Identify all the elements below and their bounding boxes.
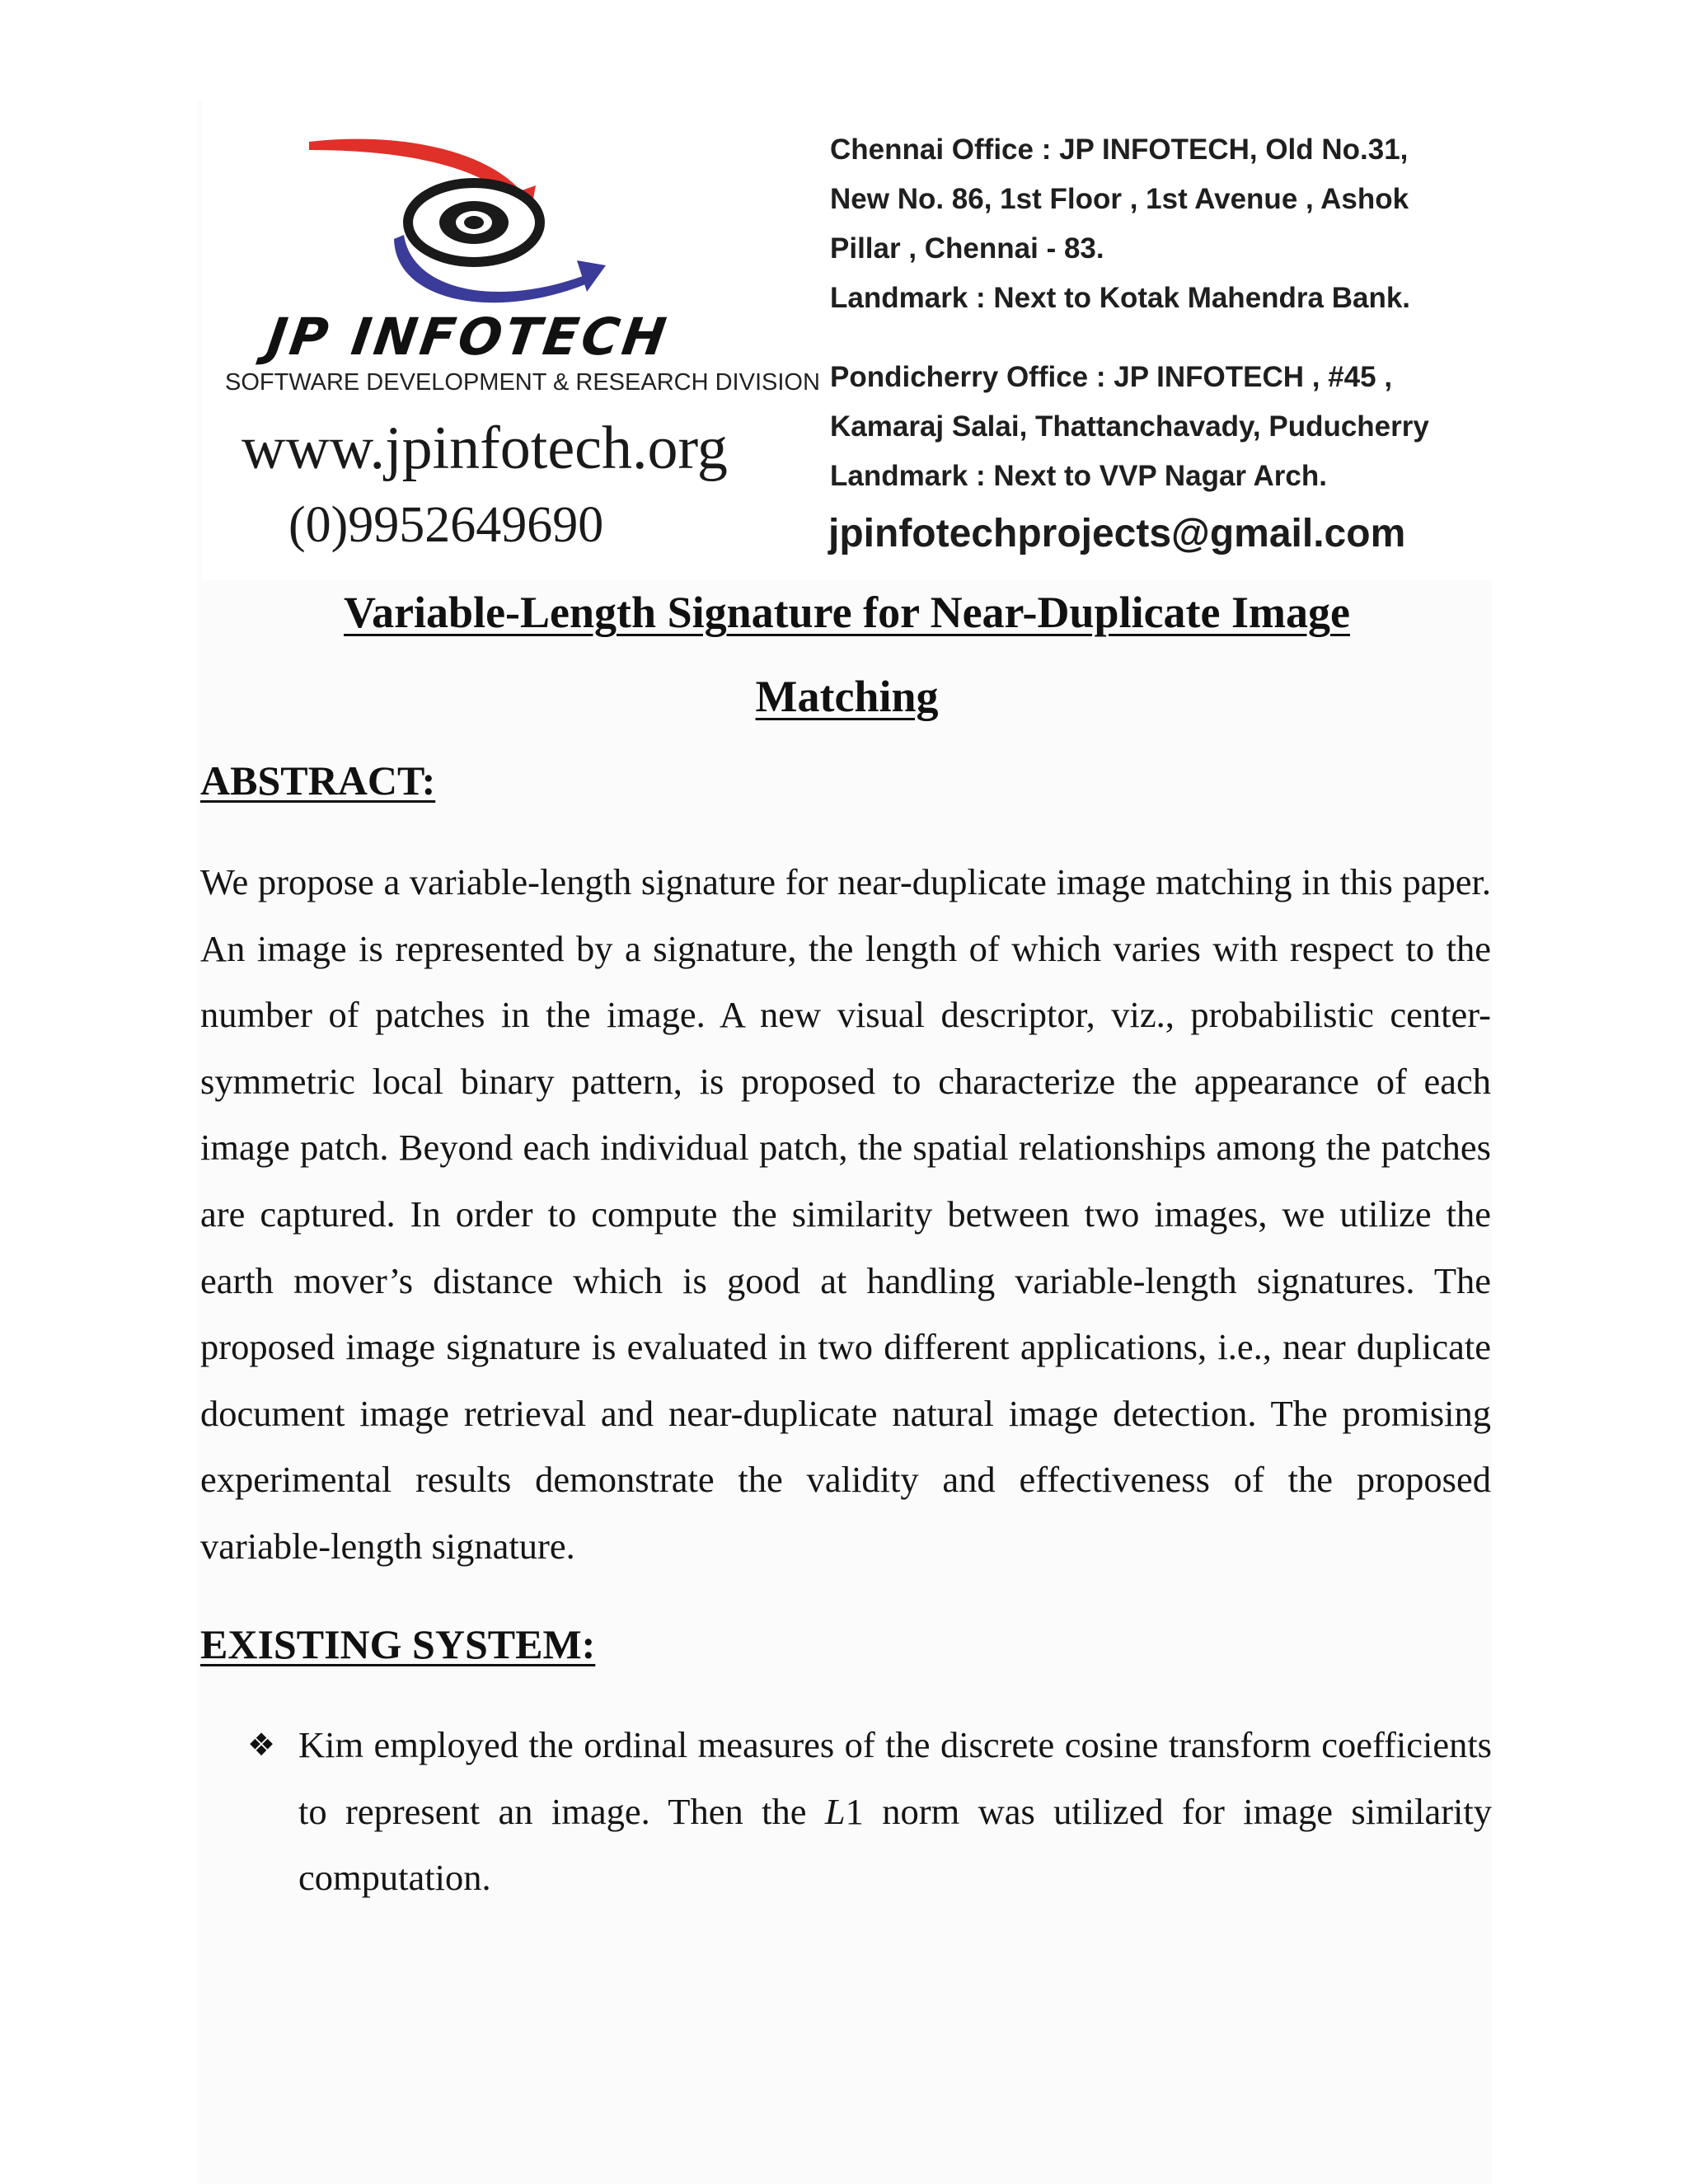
pondicherry-office-line: Kamaraj Salai, Thattanchavady, Puducherry [830, 410, 1429, 443]
abstract-paragraph: We propose a variable-length signature for near-duplicate image matching in this paper. An image is represented by a signature, the length of which varies with respect to the number of patches in the image. A new visual descriptor, viz., probabilistic center-symmetric local binary pattern, is proposed to characterize the appearance of each image patch. Beyond each individual patch, the spatial relationships among the patches are captured. In order to compute the similarity between two images, we utilize the earth mover’s distance which is good at handling variable-length signatures. The proposed image signature is evaluated in two different applications, i.e., near duplicate document image retrieval and near-duplicate natural image detection. The promising experimental results demonstrate the validity and effectiveness of the proposed variable-length signature. [200, 861, 1491, 1567]
website-url: www.jpinfotech.org [241, 415, 728, 482]
blue-arrow-head [577, 260, 606, 292]
letterhead-banner [202, 101, 1492, 580]
list-item-text-cont: 1 norm was utilized for image similarity computation. [298, 1790, 1492, 1899]
brand-name: JP INFOTECH [263, 307, 673, 367]
chennai-office-line: New No. 86, 1st Floor , 1st Avenue , Ashok [830, 183, 1409, 215]
pondicherry-landmark: Landmark : Next to VVP Nagar Arch. [830, 460, 1327, 492]
brand-tagline: SOFTWARE DEVELOPMENT & RESEARCH DIVISION [225, 369, 820, 396]
existing-system-list [247, 1712, 1492, 1911]
math-variable: L [824, 1790, 846, 1832]
chennai-landmark: Landmark : Next to Kotak Mahendra Bank. [830, 282, 1411, 314]
pondicherry-office-address [830, 353, 1429, 501]
abstract-heading: ABSTRACT: [200, 757, 436, 804]
chennai-office-line: Pillar , Chennai - 83. [830, 232, 1104, 265]
list-item [247, 1712, 1492, 1911]
document-title-line-1: Variable-Length Signature for Near-Duplicate Image [344, 588, 1350, 637]
diamond-bullet-icon: ❖ [247, 1727, 276, 1763]
phone-number: (0)9952649690 [288, 497, 604, 553]
chennai-office-line: Chennai Office : JP INFOTECH, Old No.31, [830, 134, 1409, 166]
pondicherry-office-line: Pondicherry Office : JP INFOTECH , #45 , [830, 361, 1393, 393]
chennai-office-address [830, 125, 1410, 323]
existing-system-heading: EXISTING SYSTEM: [200, 1621, 596, 1667]
document-title-line-2: Matching [755, 672, 939, 721]
contact-email: jpinfotechprojects@gmail.com [828, 512, 1406, 555]
list-item-text: Kim employed the ordinal measures of the discrete cosine transform coefficients to represent an image. Then the [298, 1724, 1492, 1832]
